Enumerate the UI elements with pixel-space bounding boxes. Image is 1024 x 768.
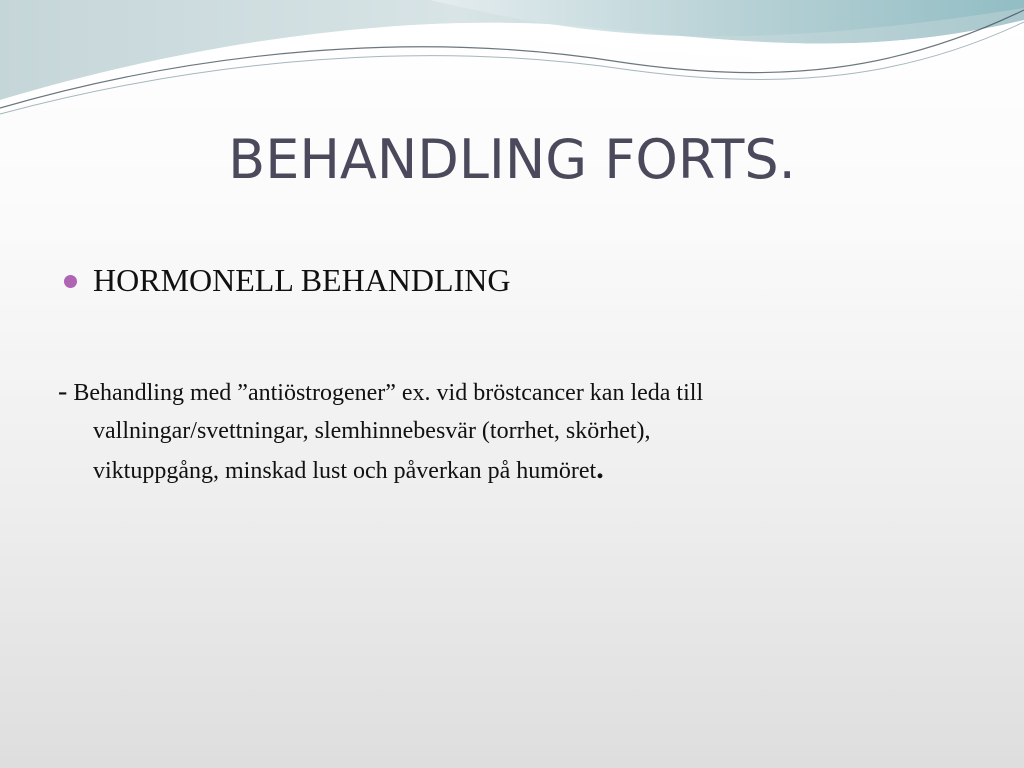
end-period: . [596, 452, 604, 485]
bullet-item [64, 262, 510, 299]
body-paragraph [58, 373, 938, 490]
slide-title: BEHANDLING FORTS. [228, 128, 796, 191]
body-line-1-text: Behandling med ”antiöstrogener” ex. vid bröstcancer kan leda till [73, 380, 704, 406]
decorative-wave-header [0, 0, 1024, 130]
bullet-dot-icon [64, 275, 77, 288]
bullet-text: HORMONELL BEHANDLING [93, 262, 511, 298]
body-line-2: vallningar/svettningar, slemhinnebesvär (torrhet, skörhet), [93, 418, 651, 444]
dash-marker: - [58, 376, 68, 407]
body-line-1 [58, 373, 938, 412]
body-line-3-text: viktuppgång, minskad lust och påverkan på humöret [93, 458, 597, 484]
body-line-3 [58, 450, 938, 490]
